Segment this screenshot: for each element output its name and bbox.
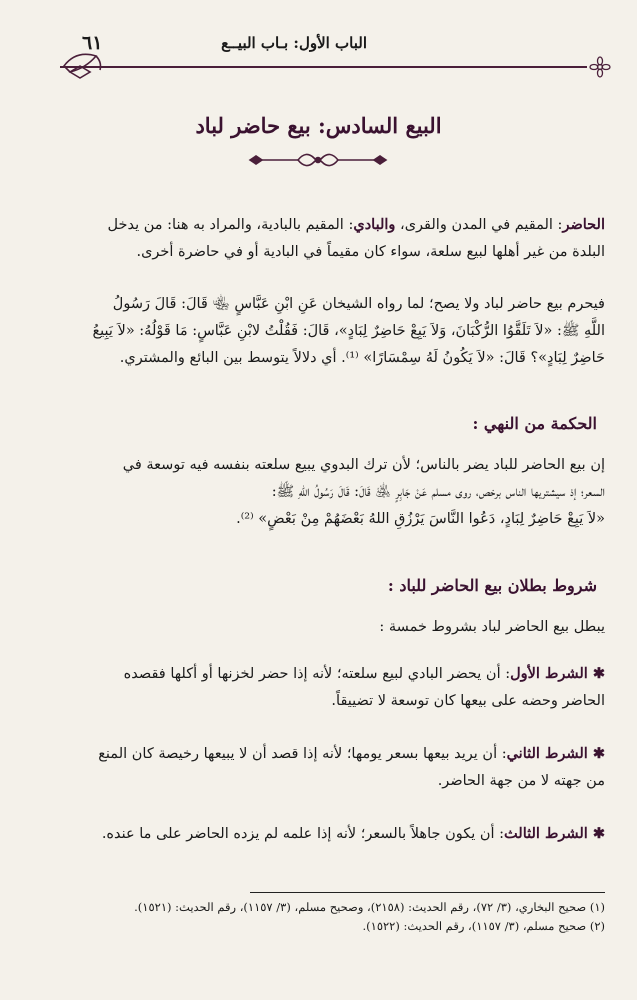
text-line: من جهته لا من جهة الحاضر. bbox=[437, 773, 605, 789]
condition-label: ✱ الشرط الثالث bbox=[504, 825, 605, 842]
conditions-intro bbox=[30, 614, 605, 641]
definition-hadir: : المقيم في المدن والقرى، bbox=[395, 217, 563, 233]
paragraph-definitions bbox=[30, 211, 605, 266]
text-line: السعر؛ إذ سيشتريها الناس برخص، روى مسلم عَنْ جَابِرٍ ﵁ قَالَ: قَالَ رَسُولُ اللهِ ﷺ: bbox=[271, 484, 605, 500]
text-line bbox=[30, 820, 605, 848]
text-line bbox=[30, 211, 605, 239]
text-line bbox=[30, 740, 605, 768]
running-header bbox=[20, 22, 617, 74]
text-line: فيحرم بيع حاضر لباد ولا يصح؛ لما رواه الشيخان عَنِ ابْنِ عَبَّاسٍ ﵄ قَالَ: قَالَ رَسُولُ bbox=[112, 296, 605, 312]
condition-label-text: الشرط الثاني bbox=[506, 745, 588, 762]
footnote-rule bbox=[250, 892, 605, 893]
text-line: يبطل بيع الحاضر لباد بشروط خمسة : bbox=[379, 619, 605, 635]
condition-text: : أن يكون جاهلاً بالسعر؛ لأنه إذا علمه لم يزده الحاضر على ما عنده. bbox=[101, 826, 505, 842]
chapter-title: الباب الأول: بـاب البيــع bbox=[221, 34, 367, 52]
page-number: ٦١ bbox=[82, 32, 103, 54]
text-line: حَاضِرٌ لِبَادٍ»؟ قَالَ: «لاَ يَكُونُ لَهُ سِمْسَارًا» ⁽¹⁾. أي دلالاً يتوسط بين البائع والمشتري. bbox=[119, 350, 605, 366]
header-rule bbox=[60, 66, 587, 68]
term-hadir: الحاضر bbox=[562, 216, 605, 233]
text-line: إن بيع الحاضر للباد يضر بالناس؛ لأن ترك البدوي يبيع سلعته بنفسه فيه توسعة في bbox=[122, 457, 605, 473]
heading-conditions: شروط بطلان بيع الحاضر للباد : bbox=[387, 576, 597, 595]
paragraph-wisdom bbox=[30, 452, 605, 533]
footnote-1: (١) صحيح البخاري، (٣/ ٧٢)، رقم الحديث: (٢١٥٨)، وصحيح مسلم، (٣/ ١١٥٧)، رقم الحديث: (١٥٢١). bbox=[134, 900, 605, 914]
text-line: البلدة من غير أهلها لبيع سلعة، سواء كان مقيماً في البادية أو في حاضرة أخرى. bbox=[136, 244, 605, 260]
footnote-2: (٢) صحيح مسلم، (٣/ ١١٥٧)، رقم الحديث: (١٥٢٢). bbox=[362, 919, 605, 933]
text-line: «لاَ يَبِعْ حَاضِرٌ لِبَادٍ، دَعُوا النَّاسَ يَرْزُقِ اللهُ بَعْضَهُمْ مِنْ بَعْضٍ» ⁽²⁾. bbox=[236, 511, 605, 527]
corner-ornament-icon bbox=[56, 48, 136, 80]
condition-item bbox=[30, 660, 605, 715]
text-line: اللَّهِ ﷺ: «لاَ تَلَقَّوُا الرُّكْبَانَ، وَلاَ يَبِعْ حَاضِرٌ لِبَادٍ»، قَالَ: فَقُلْتُ لابْنِ عَبَّاسٍ: مَا قَوْلُهُ: «لاَ يَبِيعُ bbox=[92, 323, 605, 339]
heading-wisdom: الحكمة من النهي : bbox=[472, 414, 597, 433]
footnotes bbox=[30, 898, 605, 936]
text-line bbox=[30, 660, 605, 688]
condition-item bbox=[30, 740, 605, 795]
condition-label: ✱ الشرط الأول bbox=[510, 665, 605, 682]
condition-label: ✱ الشرط الثاني bbox=[506, 745, 605, 762]
condition-label-text: الشرط الأول bbox=[510, 665, 588, 682]
section-title: البيع السادس: بيع حاضر لباد bbox=[195, 113, 442, 138]
condition-label-text: الشرط الثالث bbox=[504, 825, 588, 842]
condition-text: : أن يحضر البادي لبيع سلعته؛ لأنه إذا حضر لخزنها أو أكلها فقصده bbox=[123, 666, 511, 682]
term-badi: والبادي bbox=[353, 216, 396, 233]
condition-text: : أن يريد بيعها بسعر يومها؛ لأنه إذا قصد أن لا يبيعها رخيصة كان المنع bbox=[98, 746, 507, 762]
definition-badi: : المقيم بالبادية، والمراد به هنا: من يدخل bbox=[107, 217, 354, 233]
text-line: الحاضر وحضه على بيعها كان توسعة لا تضييقاً. bbox=[331, 693, 605, 709]
condition-item bbox=[30, 820, 605, 848]
paragraph-ruling bbox=[30, 291, 605, 372]
ornamental-divider-icon bbox=[248, 148, 388, 172]
flower-ornament-icon bbox=[589, 56, 611, 78]
